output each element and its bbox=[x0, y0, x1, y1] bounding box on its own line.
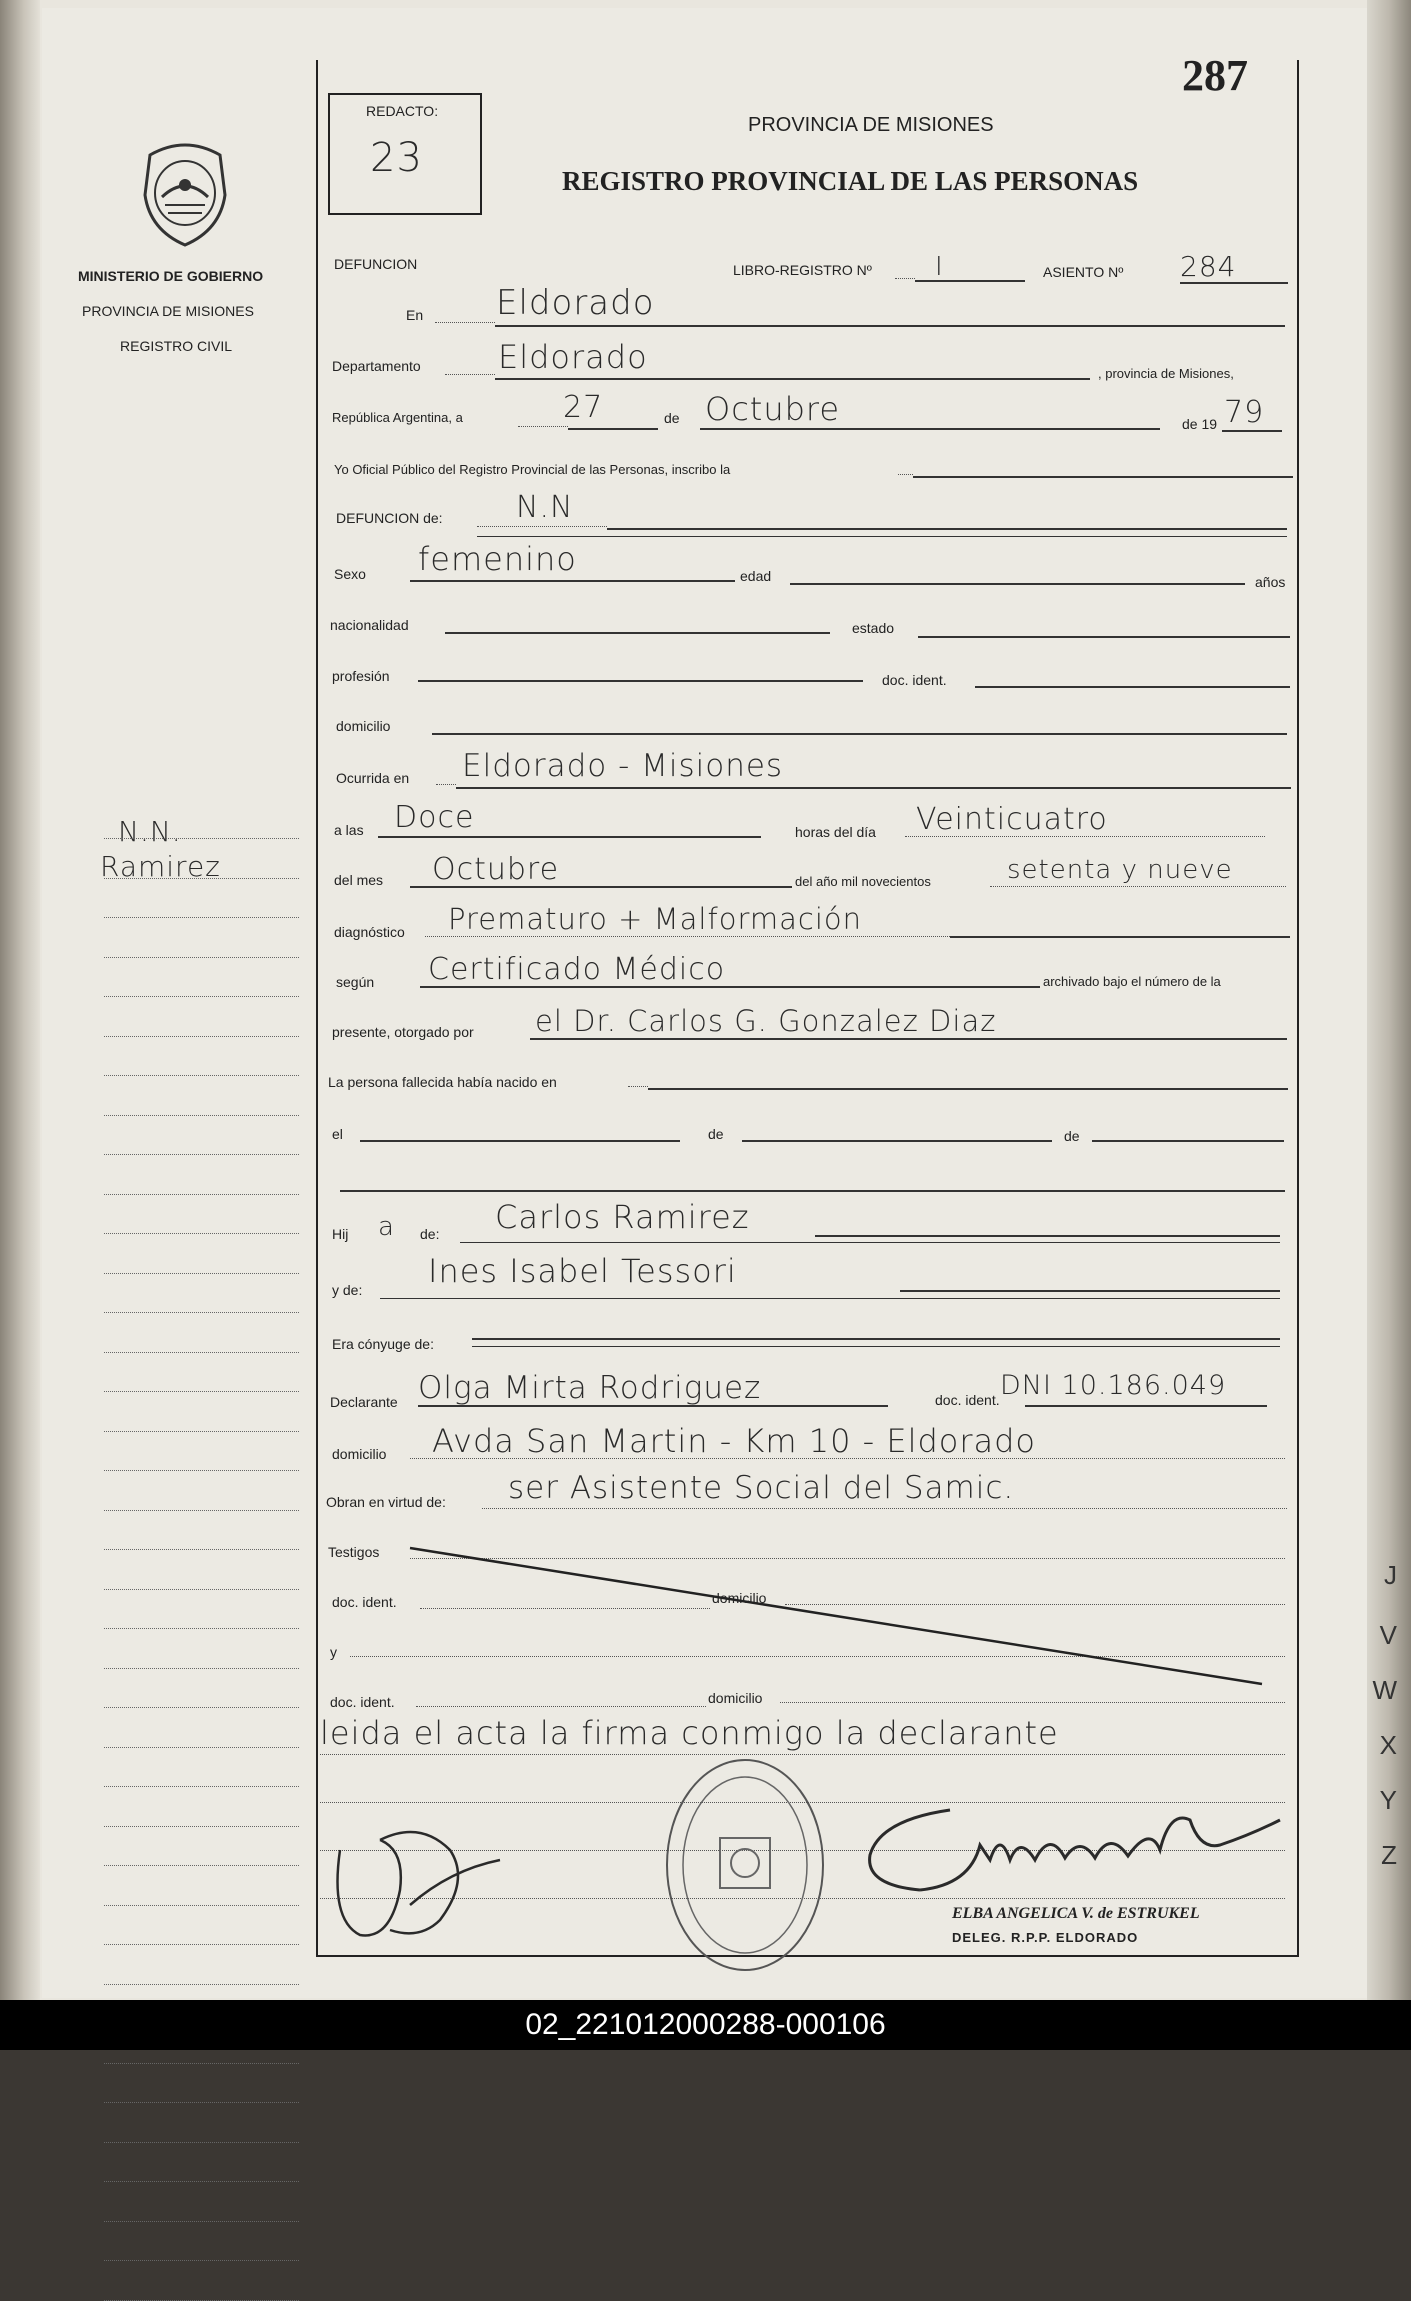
margin-note-line1: N.N. bbox=[118, 815, 182, 848]
dia-value: 27 bbox=[563, 390, 604, 425]
testigo-y-label: y bbox=[330, 1644, 337, 1660]
oficial-text: Yo Oficial Público del Registro Provincial de las Personas, inscribo la bbox=[334, 462, 731, 477]
estado-label: estado bbox=[852, 620, 895, 636]
provincia-label: , provincia de Misiones, bbox=[1098, 366, 1234, 381]
margin-guide-line bbox=[104, 1747, 299, 1748]
ministry-heading: MINISTERIO DE GOBIERNO bbox=[78, 268, 264, 284]
testigos-cross-out-line bbox=[400, 1540, 1270, 1690]
horas-label: horas del día bbox=[795, 824, 876, 840]
index-tab: X bbox=[1379, 1730, 1397, 1760]
margin-guide-line bbox=[104, 1075, 299, 1076]
y-de-value: Ines Isabel Tessori bbox=[428, 1252, 737, 1290]
margin-guide-line bbox=[104, 838, 299, 839]
departamento-label: Departamento bbox=[332, 358, 421, 374]
margin-guide-line bbox=[104, 1312, 299, 1313]
margin-guide-line bbox=[104, 1036, 299, 1037]
margin-guide-line bbox=[104, 1510, 299, 1511]
redacto-value: 23 bbox=[370, 135, 423, 181]
presente-label: presente, otorgado por bbox=[332, 1024, 474, 1040]
diagnostico-label: diagnóstico bbox=[334, 924, 405, 940]
civil-registry-heading: REGISTRO CIVIL bbox=[120, 338, 233, 354]
testigo1-domicilio-label: domicilio bbox=[712, 1590, 767, 1606]
declarante-doc-value: DNI 10.186.049 bbox=[1000, 1370, 1227, 1401]
en-label: En bbox=[406, 307, 424, 323]
anio-value: 79 bbox=[1224, 395, 1265, 430]
official-stamp bbox=[660, 1750, 830, 1980]
diagnostico-value: Prematuro + Malformación bbox=[448, 902, 862, 936]
archivado-label: archivado bajo el número de la bbox=[1043, 974, 1221, 989]
margin-guide-line bbox=[104, 1470, 299, 1471]
republica-label: República Argentina, a bbox=[332, 410, 463, 425]
defuncion-de-value: N.N bbox=[516, 490, 574, 525]
anios-label: años bbox=[1255, 574, 1286, 590]
departamento-value: Eldorado bbox=[498, 338, 648, 376]
de-label: de bbox=[664, 410, 680, 426]
asiento-label: ASIENTO Nº bbox=[1043, 264, 1124, 280]
mes-value: Octubre bbox=[705, 390, 841, 428]
nacido-label: La persona fallecida había nacido en bbox=[328, 1074, 557, 1090]
margin-guide-line bbox=[104, 2260, 299, 2261]
hij-label: Hij bbox=[332, 1226, 349, 1242]
margin-guide-line bbox=[104, 2102, 299, 2103]
margin-guide-line bbox=[104, 1352, 299, 1353]
index-tab: Z bbox=[1381, 1840, 1397, 1870]
y-de-label: y de: bbox=[332, 1282, 363, 1298]
declarante-label: Declarante bbox=[330, 1394, 398, 1410]
presente-value: el Dr. Carlos G. Gonzalez Diaz bbox=[535, 1004, 997, 1038]
domicilio-label: domicilio bbox=[336, 718, 391, 734]
obran-value: ser Asistente Social del Samic. bbox=[508, 1470, 1015, 1506]
conyuge-label: Era cónyuge de: bbox=[332, 1336, 434, 1352]
a-las-label: a las bbox=[334, 822, 364, 838]
margin-guide-line bbox=[104, 2221, 299, 2222]
ocurrida-label: Ocurrida en bbox=[336, 770, 410, 786]
image-id-footer: 02_221012000288-000106 bbox=[0, 2000, 1411, 2050]
margin-guide-line bbox=[104, 2063, 299, 2064]
de2-label: de bbox=[708, 1126, 724, 1142]
declarante-domicilio-value: Avda San Martin - Km 10 - Eldorado bbox=[432, 1422, 1036, 1460]
declarante-value: Olga Mirta Rodriguez bbox=[418, 1370, 762, 1406]
margin-guide-line bbox=[104, 1549, 299, 1550]
doc-ident-label: doc. ident. bbox=[882, 672, 947, 688]
official-name: ELBA ANGELICA V. de ESTRUKEL bbox=[952, 1905, 1200, 1922]
testigo2-doc-label: doc. ident. bbox=[330, 1694, 395, 1710]
margin-guide-line bbox=[104, 1905, 299, 1906]
official-role: DELEG. R.P.P. ELDORADO bbox=[952, 1930, 1139, 1945]
redacto-box bbox=[328, 93, 482, 215]
edad-label: edad bbox=[740, 568, 772, 584]
hij-value: Carlos Ramirez bbox=[495, 1198, 750, 1236]
province-title: PROVINCIA DE MISIONES bbox=[748, 114, 994, 136]
del-mes-label: del mes bbox=[334, 872, 384, 888]
obran-label: Obran en virtud de: bbox=[326, 1494, 446, 1510]
registry-title: REGISTRO PROVINCIAL DE LAS PERSONAS bbox=[562, 166, 1139, 196]
libro-label: LIBRO-REGISTRO Nº bbox=[733, 262, 872, 278]
margin-guide-line bbox=[104, 1786, 299, 1787]
margin-guide-line bbox=[104, 2300, 299, 2301]
book-binding-left bbox=[0, 0, 40, 2000]
margin-guide-line bbox=[104, 1194, 299, 1195]
margin-guide-line bbox=[104, 2181, 299, 2182]
margin-guide-line bbox=[104, 1154, 299, 1155]
margin-guide-line bbox=[104, 1865, 299, 1866]
en-value: Eldorado bbox=[496, 283, 655, 323]
del-mes-value: Octubre bbox=[432, 852, 560, 887]
sexo-value: femenino bbox=[418, 540, 577, 578]
anio-mil-value: setenta y nueve bbox=[1007, 855, 1233, 885]
de-anio-label: de 19 bbox=[1182, 416, 1218, 432]
index-tab: Y bbox=[1379, 1785, 1397, 1815]
margin-guide-line bbox=[104, 917, 299, 918]
redacto-label: REDACTO: bbox=[366, 103, 439, 119]
a-las-value: Doce bbox=[394, 800, 475, 835]
provincial-seal-icon bbox=[130, 135, 240, 250]
testigos-label: Testigos bbox=[328, 1544, 380, 1560]
official-signature bbox=[860, 1790, 1290, 1900]
margin-guide-line bbox=[104, 1628, 299, 1629]
profesion-label: profesión bbox=[332, 668, 390, 684]
closing-statement: leida el acta la firma conmigo la declarante bbox=[320, 1714, 1059, 1752]
el-label: el bbox=[332, 1126, 343, 1142]
margin-guide-line bbox=[104, 2142, 299, 2143]
margin-guide-line bbox=[104, 1984, 299, 1985]
margin-guide-line bbox=[104, 1707, 299, 1708]
margin-guide-line bbox=[104, 1668, 299, 1669]
hij-de-label: de: bbox=[420, 1226, 440, 1242]
testigo2-domicilio-label: domicilio bbox=[708, 1690, 763, 1706]
hij-suffix: a bbox=[378, 1212, 395, 1242]
segun-value: Certificado Médico bbox=[428, 952, 726, 987]
horas-value: Veinticuatro bbox=[916, 802, 1108, 837]
margin-note-line2: Ramirez bbox=[100, 850, 221, 883]
margin-guide-line bbox=[104, 1589, 299, 1590]
margin-guide-line bbox=[104, 1115, 299, 1116]
defuncion-de-label: DEFUNCION de: bbox=[336, 510, 443, 526]
province-heading: PROVINCIA DE MISIONES bbox=[82, 303, 254, 319]
index-tab: W bbox=[1372, 1675, 1397, 1705]
margin-guide-line bbox=[104, 1391, 299, 1392]
margin-guide-line bbox=[104, 1826, 299, 1827]
nacionalidad-label: nacionalidad bbox=[330, 617, 409, 633]
testigo1-doc-label: doc. ident. bbox=[332, 1594, 397, 1610]
index-tab: J bbox=[1384, 1560, 1397, 1590]
record-type: DEFUNCION bbox=[334, 256, 418, 272]
margin-guide-line bbox=[104, 878, 299, 879]
sexo-label: Sexo bbox=[334, 566, 366, 582]
margin-guide-line bbox=[104, 1944, 299, 1945]
declarant-signature bbox=[320, 1810, 510, 1950]
ocurrida-value: Eldorado - Misiones bbox=[462, 748, 784, 784]
de3-label: de bbox=[1064, 1128, 1080, 1144]
anio-mil-label: del año mil novecientos bbox=[795, 874, 931, 889]
libro-value: I bbox=[935, 252, 944, 282]
asiento-value: 284 bbox=[1180, 250, 1237, 283]
margin-guide-line bbox=[104, 996, 299, 997]
index-tab: V bbox=[1379, 1620, 1397, 1650]
margin-guide-line bbox=[104, 1431, 299, 1432]
segun-label: según bbox=[336, 974, 375, 990]
margin-guide-line bbox=[104, 1273, 299, 1274]
margin-guide-line bbox=[104, 957, 299, 958]
page-number: 287 bbox=[1182, 51, 1248, 100]
margin-guide-line bbox=[104, 1233, 299, 1234]
declarante-doc-label: doc. ident. bbox=[935, 1392, 1000, 1408]
declarante-domicilio-label: domicilio bbox=[332, 1446, 387, 1462]
